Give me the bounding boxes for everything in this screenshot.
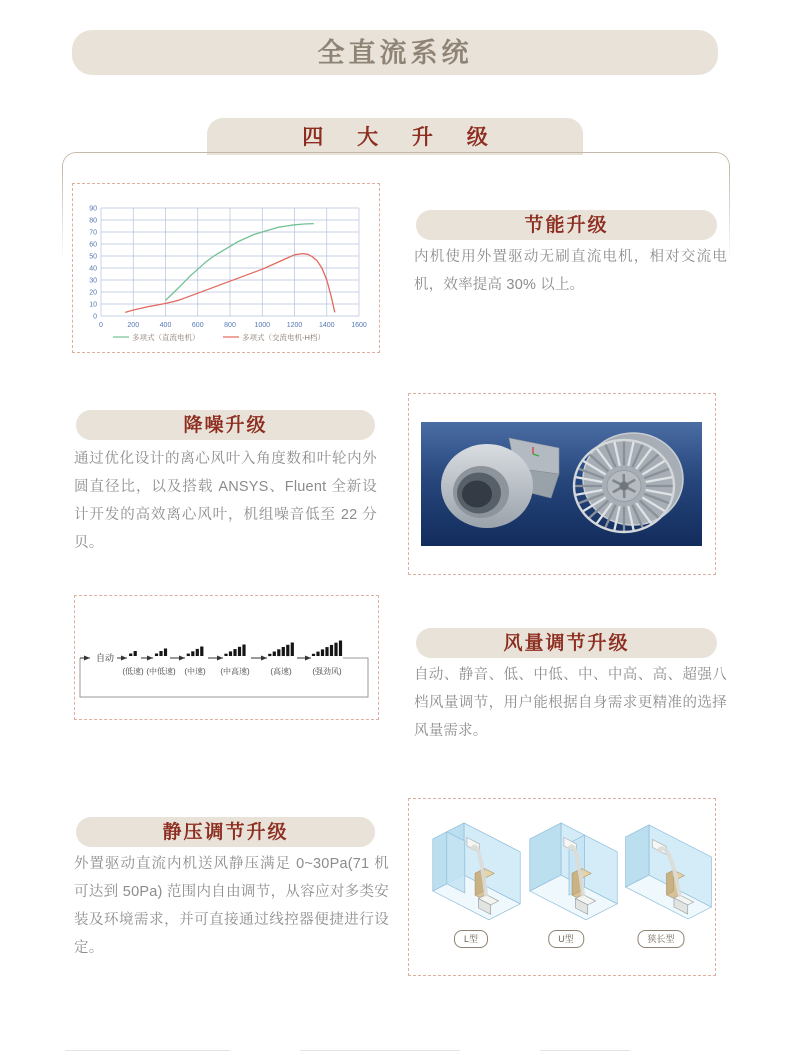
svg-text:80: 80 — [89, 217, 97, 225]
room-type-label-l: L型 — [454, 930, 488, 948]
svg-text:多项式（交流电机-H档）: 多项式（交流电机-H档） — [242, 332, 325, 342]
cropped-bottom-line — [65, 1050, 230, 1051]
section-title-noise-label: 降噪升级 — [183, 415, 268, 436]
svg-text:1200: 1200 — [286, 322, 303, 329]
svg-text:400: 400 — [159, 322, 172, 329]
fan-speed-cycle-box — [74, 595, 379, 720]
section-title-pressure — [76, 817, 375, 847]
section-title-airflow-label: 风量调节升级 — [503, 633, 630, 654]
svg-text:1000: 1000 — [254, 322, 271, 329]
svg-text:60: 60 — [89, 241, 97, 249]
svg-text:(高速): (高速) — [270, 667, 292, 676]
svg-text:90: 90 — [89, 205, 97, 213]
performance-line-chart — [73, 184, 377, 350]
svg-text:40: 40 — [89, 265, 97, 273]
fan-cad-image-box — [408, 393, 716, 575]
svg-text:0: 0 — [99, 322, 103, 329]
svg-text:70: 70 — [89, 229, 97, 237]
svg-text:(强劲风): (强劲风) — [312, 667, 342, 676]
svg-text:(中速): (中速) — [184, 667, 206, 676]
fan-speed-cycle-diagram — [75, 596, 376, 717]
svg-text:30: 30 — [89, 277, 97, 285]
svg-text:多项式（直流电机）: 多项式（直流电机） — [132, 332, 200, 342]
svg-text:50: 50 — [89, 253, 97, 261]
fan-housing-and-impeller-illustration — [421, 422, 702, 546]
section-title-noise — [76, 410, 375, 440]
section-banner — [207, 118, 583, 155]
svg-text:20: 20 — [89, 289, 97, 297]
svg-text:10: 10 — [89, 301, 97, 309]
room-type-label-u: U型 — [548, 930, 584, 948]
svg-text:0: 0 — [93, 313, 97, 321]
room-types-box — [408, 798, 716, 976]
section-banner-label: 四 大 升 级 — [302, 126, 502, 149]
svg-text:1600: 1600 — [351, 322, 367, 329]
cropped-bottom-line — [540, 1050, 630, 1051]
svg-text:(中高速): (中高速) — [220, 667, 250, 676]
section-body-energy: 内机使用外置驱动无刷直流电机，相对交流电机，效率提高 30% 以上。 — [414, 249, 727, 293]
svg-text:(中低速): (中低速) — [146, 667, 176, 676]
room-types-illustration — [409, 803, 713, 931]
cropped-bottom-line — [300, 1050, 460, 1051]
svg-text:200: 200 — [127, 322, 140, 329]
section-title-energy — [416, 210, 717, 240]
svg-text:600: 600 — [191, 322, 204, 329]
svg-text:自动: 自动 — [96, 653, 115, 663]
section-body-airflow: 自动、静音、低、中低、中、中高、高、超强八档风量调节，用户能根据自身需求更精准的选择风量需求。 — [414, 667, 727, 739]
room-type-label-narrow: 狭长型 — [637, 930, 684, 948]
section-title-energy-label: 节能升级 — [524, 215, 609, 236]
svg-text:(低速): (低速) — [122, 667, 144, 676]
page-title: 全直流系统 — [317, 38, 473, 68]
fan-cad-image — [421, 422, 702, 546]
section-title-airflow — [416, 628, 717, 658]
section-body-pressure: 外置驱动直流内机送风静压满足 0~30Pa(71 机可达到 50Pa) 范围内自由调节，从容应对多类安装及环境需求，并可直接通过线控器便捷进行设定。 — [74, 856, 389, 956]
page-title-banner — [72, 30, 718, 75]
performance-chart-box — [72, 183, 380, 353]
svg-text:1400: 1400 — [318, 322, 335, 329]
section-title-pressure-label: 静压调节升级 — [162, 822, 289, 843]
svg-text:800: 800 — [224, 322, 236, 329]
section-body-noise: 通过优化设计的离心风叶入角度数和叶轮内外圆直径比，以及搭载 ANSYS、Fluent 全新设计开发的高效离心风叶，机组噪音低至 22 分贝。 — [74, 451, 377, 551]
